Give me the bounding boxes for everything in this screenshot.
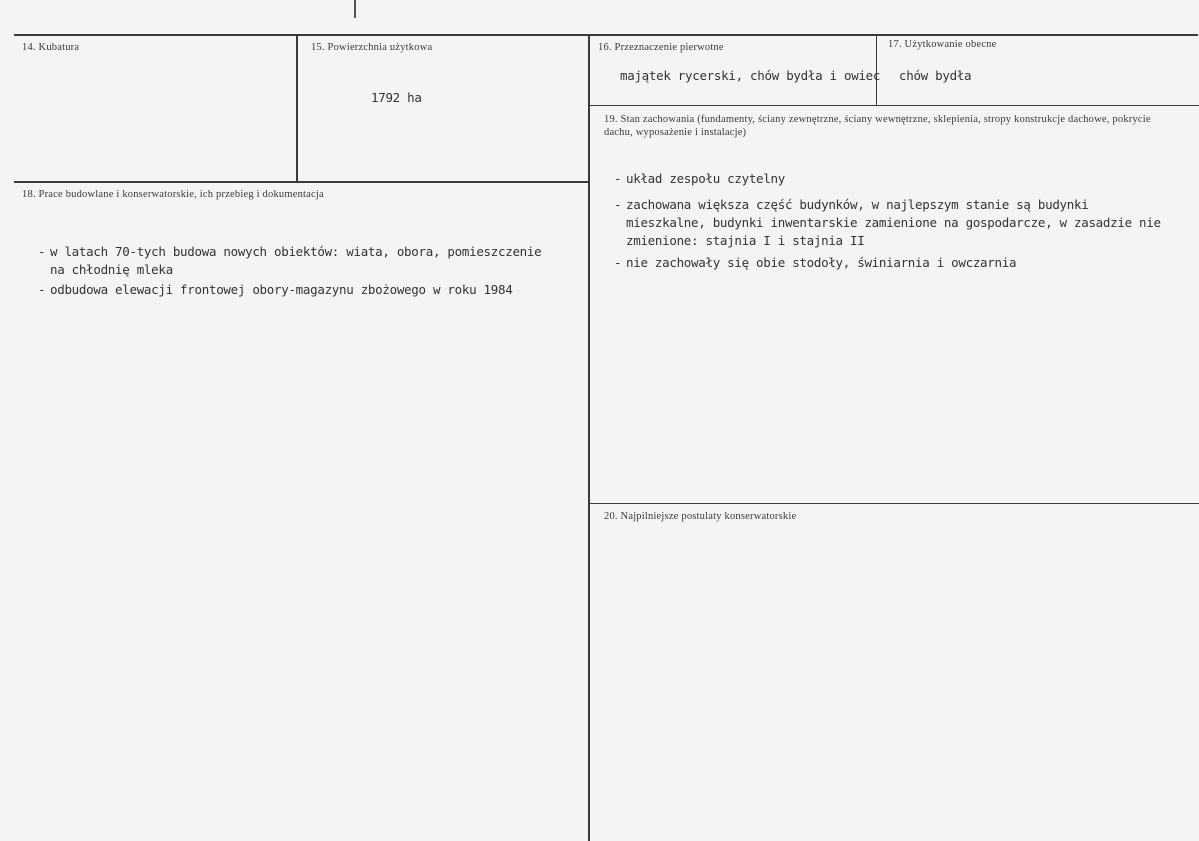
field-16-label: 16. Przeznaczenie pierwotne [598,42,724,53]
list-item [38,281,558,299]
rule-above-20 [590,503,1199,504]
list-item-text: nie zachowały się obie stodoły, świniarnia i owczarnia [626,255,1017,270]
list-item-text: układ zespołu czytelny [626,171,785,186]
top-tick-mark [354,0,356,18]
field-16-value: majątek rycerski, chów bydła i owiec [620,68,881,83]
field-18-label: 18. Prace budowlane i konserwatorskie, ich przebieg i dokumentacja [22,189,324,200]
list-item [614,170,1174,188]
list-item-text: odbudowa elewacji frontowej obory-magazynu zbożowego w roku 1984 [50,282,513,297]
dash-marker: - [38,282,46,297]
rule-under-16-17 [590,105,1199,106]
field-15-label: 15. Powierzchnia użytkowa [311,42,433,53]
field-20-label: 20. Najpilniejsze postulaty konserwatorskie [604,511,797,522]
top-rule [14,34,1198,36]
rule-above-18 [14,181,588,183]
center-divider [588,35,590,841]
list-item [38,243,558,279]
dash-marker: - [38,244,46,259]
dash-marker: - [614,171,622,186]
list-item-text: zachowana większa część budynków, w najlepszym stanie są budynki mieszkalne, budynki inwentarskie zamienione na gospodarcze, w zasadzie nie zmienione: stajnia I i stajnia II [626,197,1161,248]
field-17-value: chów bydła [899,68,972,83]
list-item [614,196,1174,250]
list-item-text: w latach 70-tych budowa nowych obiektów: wiata, obora, pomieszczenie na chłodnię mleka [50,244,542,277]
field-14-label: 14. Kubatura [22,42,80,53]
divider-14-15 [296,35,298,181]
field-17-label: 17. Użytkowanie obecne [888,39,997,50]
field-19-list [614,170,1174,274]
list-item [614,254,1174,272]
field-15-value: 1792 ha [371,90,422,105]
field-18-list [38,243,558,301]
dash-marker: - [614,197,622,212]
field-19-label: 19. Stan zachowania (fundamenty, ściany zewnętrzne, ściany wewnętrzne, sklepienia, stropy konstrukcje dachowe, pokrycie dachu, wyposażenie i instalacje) [604,114,1151,138]
dash-marker: - [614,255,622,270]
